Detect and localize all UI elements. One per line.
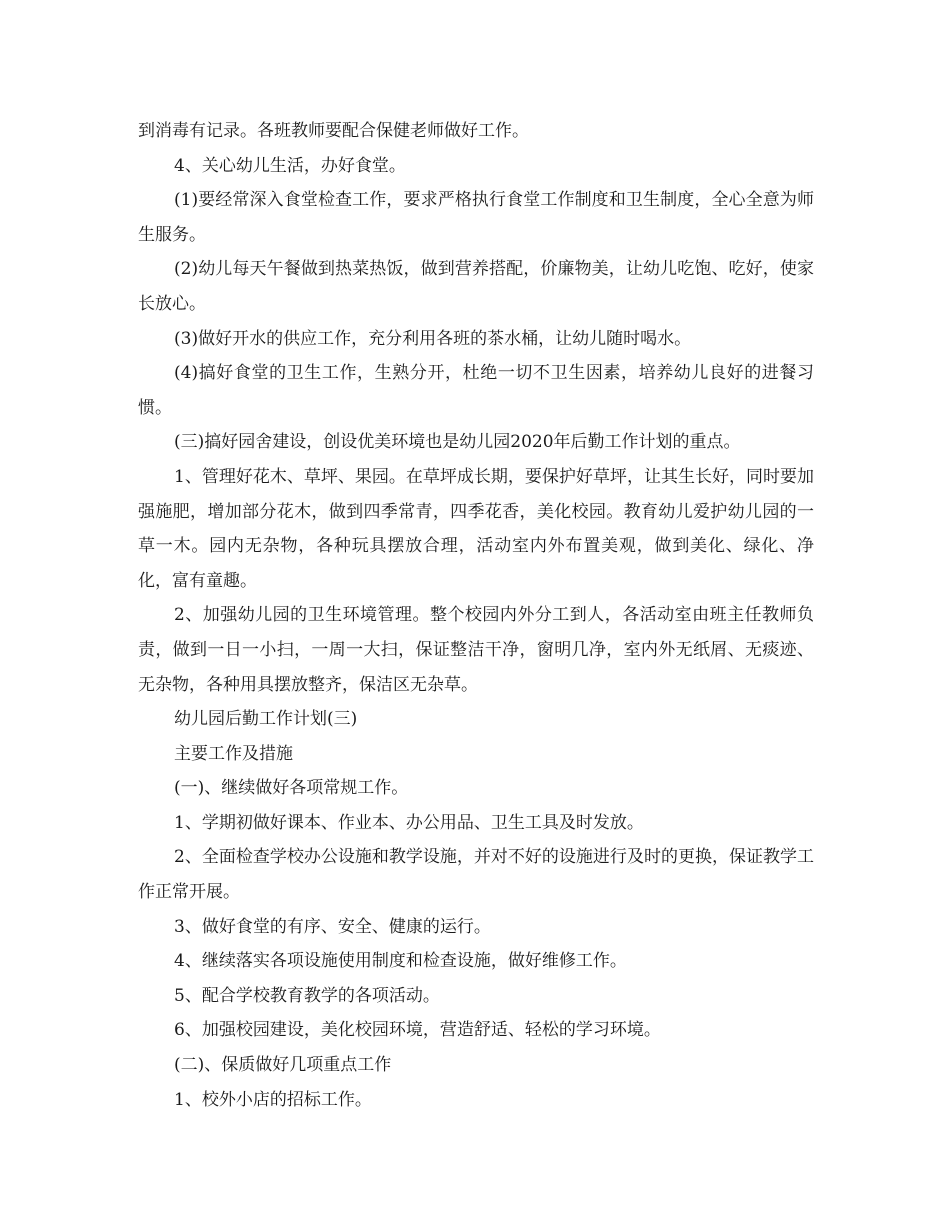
list-item: 6、加强校园建设，美化校园环境，营造舒适、轻松的学习环境。	[174, 1020, 661, 1041]
paragraph: 1、管理好花木、草坪、果园。在草坪成长期，要保护好草坪，让其生长好，同时要加强施肥，增加部分花木，做到四季常青，四季花香，美化校园。教育幼儿爱护幼儿园的一草一木。园内无杂物，各种玩具摆放合理，活动室内外布置美观，做到美化、绿化、净化，富有童趣。	[138, 466, 814, 591]
list-item: 2、全面检查学校办公设施和教学设施，并对不好的设施进行及时的更换，保证教学工作正常开展。	[138, 847, 814, 903]
paragraph: (1)要经常深入食堂检查工作，要求严格执行食堂工作制度和卫生制度，全心全意为师生服务。	[138, 190, 814, 245]
list-item: 4、继续落实各项设施使用制度和检查设施，做好维修工作。	[174, 951, 627, 972]
paragraph: (2)幼儿每天午餐做到热菜热饭，做到营养搭配，价廉物美，让幼儿吃饱、吃好，使家长放心。	[138, 259, 814, 314]
paragraph: 4、关心幼儿生活，办好食堂。	[174, 155, 406, 176]
section-heading: (三)搞好园舍建设，创设优美环境也是幼儿园2020年后勤工作计划的重点。	[174, 432, 741, 453]
section-heading: (二)、保质做好几项重点工作	[174, 1055, 392, 1076]
section-heading: (一)、继续做好各项常规工作。	[174, 778, 409, 799]
list-item: 3、做好食堂的有序、安全、健康的运行。	[174, 916, 491, 937]
document-body	[138, 114, 814, 1117]
paragraph: (4)搞好食堂的卫生工作，生熟分开，杜绝一切不卫生因素，培养幼儿良好的进餐习惯。	[138, 363, 814, 418]
paragraph: 2、加强幼儿园的卫生环境管理。整个校园内外分工到人，各活动室由班主任教师负责，做到一日一小扫，一周一大扫，保证整洁干净，窗明几净，室内外无纸屑、无痰迹、无杂物，各种用具摆放整齐，保洁区无杂草。	[138, 605, 814, 695]
list-item: 5、配合学校教育教学的各项活动。	[174, 985, 440, 1006]
paragraph: 到消毒有记录。各班教师要配合保健老师做好工作。	[138, 121, 529, 141]
document-title: 幼儿园后勤工作计划(三)	[174, 709, 358, 730]
paragraph: (3)做好开水的供应工作，充分利用各班的茶水桶，让幼儿随时喝水。	[174, 328, 692, 349]
list-item: 1、校外小店的招标工作。	[174, 1089, 372, 1110]
section-heading: 主要工作及措施	[174, 743, 293, 764]
list-item: 1、学期初做好课本、作业本、办公用品、卫生工具及时发放。	[174, 812, 644, 833]
